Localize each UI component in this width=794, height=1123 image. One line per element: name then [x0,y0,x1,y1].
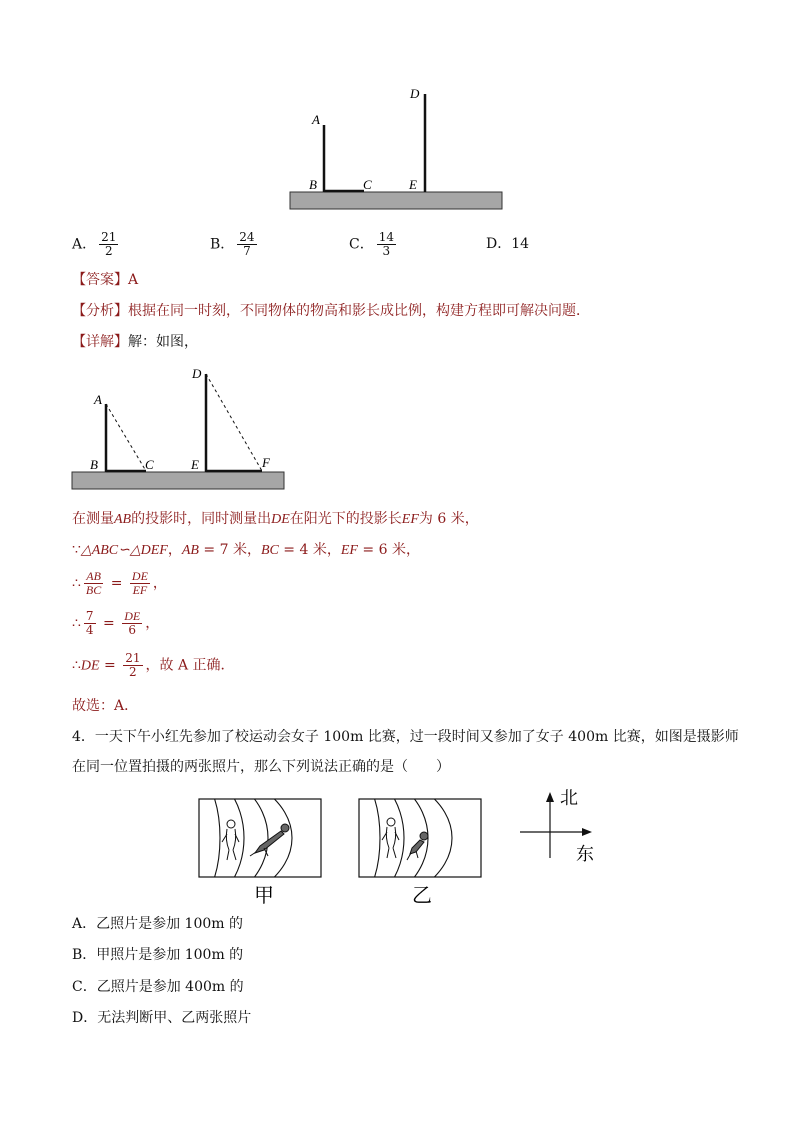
arrow-north-icon [546,792,554,802]
option-a[interactable]: A． $\frac{21}{2}$ [72,230,117,258]
option-b-fraction: $\frac{24}{7}$ [239,230,255,258]
q4-option-b[interactable]: B．甲照片是参加 100m 的 [72,947,244,963]
option-b[interactable]: B． $\frac{24}{7}$ [210,230,255,258]
label-e: E [191,457,199,472]
ground [290,192,502,209]
label-b: B [309,177,317,192]
option-c[interactable]: C． $\frac{14}{3}$ [349,230,394,258]
east-label: 东 [576,844,594,864]
solution-line-5: ∴DE = $\frac{21}{2}$ ，故 A 正确． [72,651,235,679]
label-c: C [145,457,154,472]
q4-text-1: 4．一天下午小红先参加了校运动会女子 100m 比赛，过一段时间又参加了女子 400m 比赛，如图是摄影师 [72,729,739,745]
label-f: F [262,455,270,470]
photo-jia [198,798,324,908]
analysis-line: 【分析】根据在同一时刻，不同物体的物高和影长成比例，构建方程即可解决问题． [72,303,590,319]
north-label: 北 [560,788,578,808]
figure-poles [280,80,520,220]
figure-shadows [70,362,290,492]
sunray-df [206,374,262,471]
q4-option-c[interactable]: C．乙照片是参加 400m 的 [72,979,244,995]
option-a-fraction: $\frac{21}{2}$ [101,230,117,258]
fraction-de-6: $\frac{DE}{6}$ [124,609,141,637]
label-a: A [94,392,102,407]
fraction-21-2: $\frac{21}{2}$ [125,651,141,679]
option-d[interactable]: D．14 [486,236,530,252]
label-d: D [410,86,420,101]
q4-option-a[interactable]: A．乙照片是参加 100m 的 [72,916,244,932]
photo-jia-label: 甲 [254,885,274,907]
arrow-east-icon [582,828,592,836]
q4-text-2: 在同一位置拍摄的两张照片，那么下列说法正确的是（ ） [72,759,450,775]
fraction-ab-bc: $\frac{AB}{BC}$ [85,569,102,597]
option-c-fraction: $\frac{14}{3}$ [378,230,394,258]
label-e: E [409,177,417,192]
solution-line-4: ∴ $\frac{7}{4}$ = $\frac{DE}{6}$ ， [72,609,160,637]
q4-option-d[interactable]: D．无法判断甲、乙两张照片 [72,1010,252,1026]
sunray-ac [106,404,146,471]
label-d: D [192,366,202,381]
fraction-de-ef: $\frac{DE}{EF}$ [131,569,148,597]
solution-line-2: ∵△ABC∽△DEF，AB = 7 米，BC = 4 米，EF = 6 米， [72,542,420,558]
answer-line: 【答案】A [72,272,139,288]
label-c: C [363,177,372,192]
choose-line: 故选：A． [72,698,139,714]
fraction-7-4: $\frac{7}{4}$ [85,609,94,637]
photo-yi-label: 乙 [412,885,432,907]
compass [516,784,616,868]
photo-yi [358,798,484,908]
solution-line-3: ∴ $\frac{AB}{BC}$ = $\frac{DE}{EF}$ ， [72,569,167,597]
ground [72,472,284,489]
label-b: B [90,457,98,472]
label-a: A [312,112,320,127]
solution-line-1: 在测量AB的投影时，同时测量出DE在阳光下的投影长EF为 6 米， [72,511,479,527]
detail-line: 【详解】解：如图， [72,334,198,350]
